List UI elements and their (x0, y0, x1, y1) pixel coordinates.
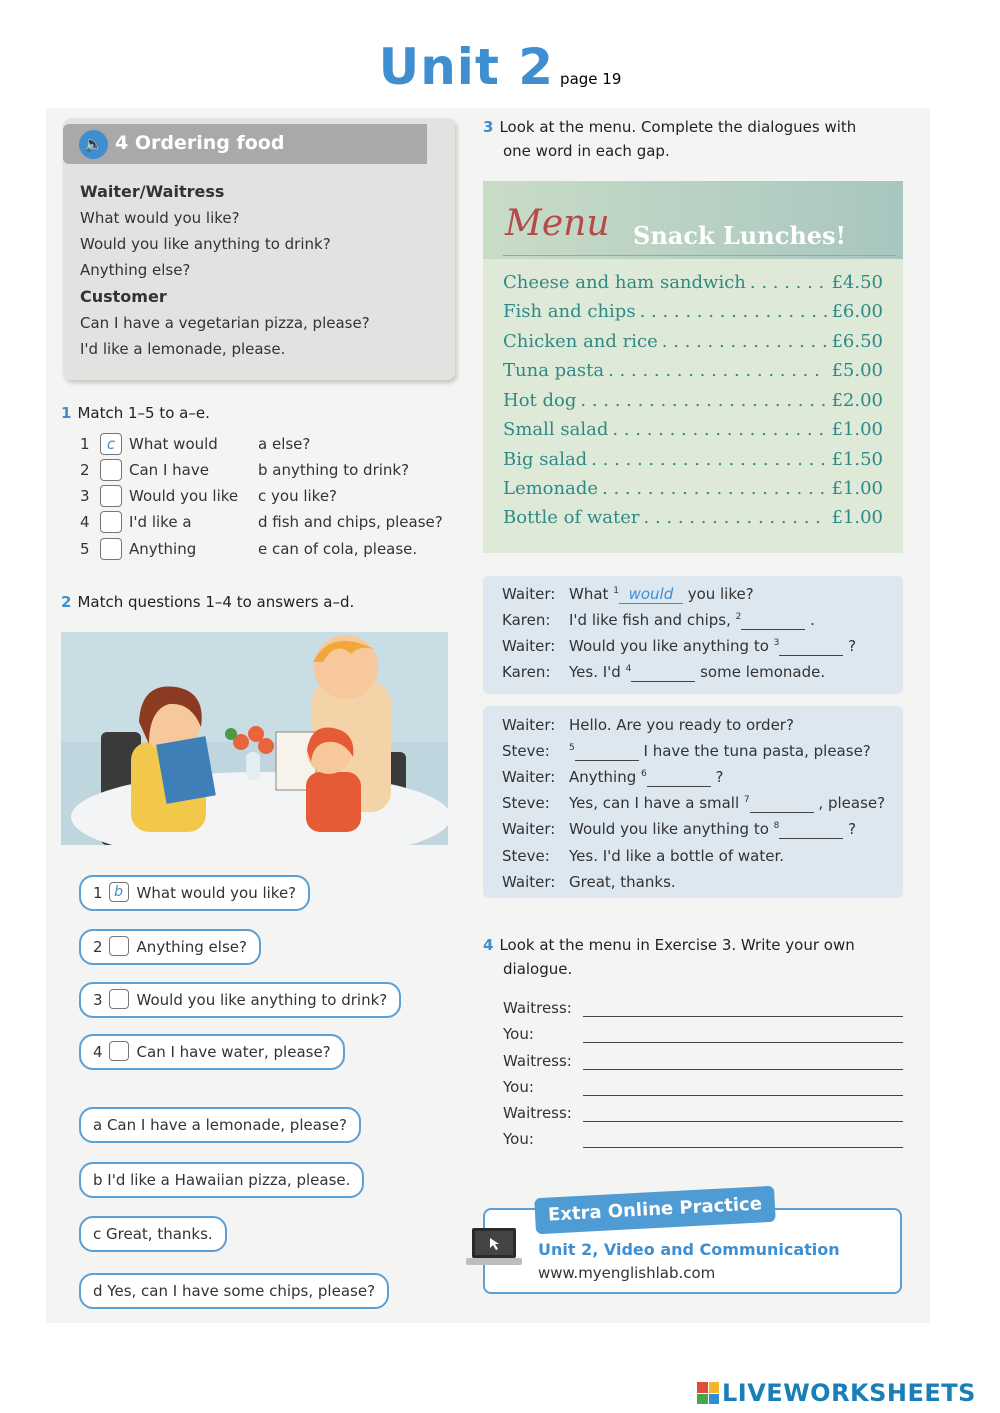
menu-item (503, 390, 883, 414)
row-number: 5 (80, 540, 90, 558)
menu-item (503, 419, 883, 443)
item-name: Lemonade (503, 478, 599, 499)
waiter-line: Anything else? (80, 261, 191, 279)
row-start: Anything (129, 540, 197, 558)
item-price: £5.00 (831, 360, 883, 381)
line-text: Yes. I'd (569, 663, 626, 681)
question-number: 4 (93, 1043, 103, 1061)
gap-field[interactable] (779, 637, 843, 656)
write-speaker: Waitress: (503, 1104, 572, 1122)
line-text: I'd like fish and chips, (569, 611, 736, 629)
item-name: Fish and chips (503, 301, 636, 322)
dialogue-line (502, 742, 871, 761)
item-price: £4.50 (831, 272, 883, 293)
ex4-heading (483, 936, 855, 954)
dialogue-line (502, 716, 794, 734)
ex1-title: Match 1–5 to a–e. (77, 404, 210, 422)
item-name: Small salad (503, 419, 609, 440)
write-line[interactable] (583, 1095, 903, 1096)
ordering-food-header (63, 124, 427, 164)
question-number: 3 (93, 991, 103, 1009)
ex2-title: Match questions 1–4 to answers a–d. (77, 593, 355, 611)
speaker: Waiter: (502, 716, 556, 734)
item-price: £6.50 (831, 331, 883, 352)
line-text: Yes. I'd like a bottle of water. (569, 847, 785, 865)
speaker: Waiter: (502, 873, 556, 891)
gap-number: 6 (641, 769, 647, 779)
extra-practice-url[interactable]: www.myenglishlab.com (538, 1264, 716, 1282)
gap-number: 4 (625, 664, 632, 674)
item-name: Hot dog (503, 390, 577, 411)
ex4-number: 4 (483, 936, 494, 954)
write-line[interactable] (583, 1121, 903, 1122)
waiter-line: What would you like? (80, 209, 240, 227)
line-text: Yes, can I have a small (569, 794, 744, 812)
row-ending: a else? (258, 435, 311, 453)
answer-box[interactable]: c (100, 433, 122, 455)
ex1-row (80, 459, 460, 481)
row-number: 1 (80, 435, 90, 453)
line-text: ? (843, 637, 857, 655)
dialogue-line (502, 794, 885, 813)
speaker: Steve: (502, 742, 550, 760)
row-ending: e can of cola, please. (258, 540, 418, 558)
line-text: , please? (813, 794, 886, 812)
liveworksheets-logo (697, 1380, 976, 1406)
menu-item (503, 272, 883, 296)
row-start: What would (129, 435, 218, 453)
answer-box[interactable] (109, 936, 129, 956)
write-speaker: You: (503, 1025, 534, 1043)
answer-bubble: a Can I have a lemonade, please? (79, 1107, 361, 1143)
ex3-title: Look at the menu. Complete the dialogues with (499, 118, 857, 136)
dialogue-line (502, 768, 723, 787)
speaker: Waiter: (502, 820, 556, 838)
speaker: Steve: (502, 794, 550, 812)
line-text: Would you like anything to (569, 637, 774, 655)
customer-line: I'd like a lemonade, please. (80, 340, 286, 358)
answer-bubble: b I'd like a Hawaiian pizza, please. (79, 1162, 364, 1198)
unit-title: Unit 2 (378, 38, 555, 96)
item-name: Cheese and ham sandwich (503, 272, 746, 293)
line-text: Great, thanks. (569, 873, 676, 891)
gap-field[interactable] (741, 611, 805, 630)
question-bubble (79, 929, 261, 965)
question-bubble (79, 875, 310, 911)
ex2-heading (61, 593, 354, 611)
item-price: £1.00 (831, 507, 883, 528)
dialogue-line (502, 585, 754, 604)
gap-number: 3 (773, 638, 780, 648)
row-number: 2 (80, 461, 90, 479)
line-text: some lemonade. (695, 663, 826, 681)
gap-number: 7 (743, 795, 750, 805)
gap-field[interactable] (779, 820, 843, 839)
gap-number: 2 (735, 612, 742, 622)
waiter-heading: Waiter/Waitress (80, 182, 225, 201)
page-header (0, 38, 1000, 96)
write-speaker: You: (503, 1130, 534, 1148)
ex1-row (80, 538, 460, 560)
item-name: Tuna pasta (503, 360, 605, 381)
menu-header (483, 181, 903, 259)
answer-box[interactable] (109, 989, 129, 1009)
dialogue-line (502, 820, 856, 839)
laptop-icon (466, 1226, 522, 1268)
logo-icon (697, 1382, 719, 1404)
line-text: . (805, 611, 815, 629)
brand-text: LIVEWORKSHEETS (722, 1379, 976, 1407)
dialogue-line (502, 873, 676, 891)
row-ending: b anything to drink? (258, 461, 410, 479)
line-text: I have the tuna pasta, please? (638, 742, 871, 760)
line-text: ? (843, 820, 857, 838)
row-start: I'd like a (129, 513, 192, 531)
gap-field[interactable]: would (619, 585, 683, 604)
ex1-number: 1 (61, 404, 72, 422)
menu-item (503, 478, 883, 502)
waiter-line: Would you like anything to drink? (80, 235, 331, 253)
write-line[interactable] (583, 1069, 903, 1070)
answer-box[interactable]: b (109, 882, 129, 902)
write-speaker: Waitress: (503, 999, 572, 1017)
line-text: Anything (569, 768, 641, 786)
menu-item (503, 449, 883, 473)
gap-field[interactable] (631, 663, 695, 682)
speaker: Waiter: (502, 585, 556, 603)
dialogue-line (502, 847, 784, 865)
speaker: Karen: (502, 611, 551, 629)
line-text: ? (710, 768, 724, 786)
item-price: £1.00 (831, 478, 883, 499)
item-name: Big salad (503, 449, 588, 470)
item-price: £6.00 (831, 301, 883, 322)
ex3-title-line2: one word in each gap. (503, 142, 670, 160)
question-text: Would you like anything to drink? (136, 991, 388, 1009)
item-price: £2.00 (831, 390, 883, 411)
ex4-title: Look at the menu in Exercise 3. Write your own (499, 936, 855, 954)
question-text: What would you like? (136, 884, 297, 902)
answer-bubble: d Yes, can I have some chips, please? (79, 1273, 389, 1309)
gap-number: 5 (569, 743, 575, 753)
question-text: Anything else? (136, 938, 247, 956)
customer-heading: Customer (80, 287, 167, 306)
speaker: Waiter: (502, 768, 556, 786)
question-bubble (79, 982, 401, 1018)
customer-line: Can I have a vegetarian pizza, please? (80, 314, 370, 332)
ex1-row (80, 485, 460, 507)
speaker: Steve: (502, 847, 550, 865)
menu-subtitle: Snack Lunches! (633, 221, 847, 250)
question-number: 2 (93, 938, 103, 956)
dialogue-line (502, 611, 815, 630)
menu-item (503, 360, 883, 384)
extra-practice-title: Unit 2, Video and Communication (538, 1240, 840, 1259)
write-line[interactable] (583, 1042, 903, 1043)
row-number: 4 (80, 513, 90, 531)
answer-box[interactable] (100, 485, 122, 507)
menu-divider (503, 255, 896, 256)
question-text: Can I have water, please? (136, 1043, 331, 1061)
row-ending: d fish and chips, please? (258, 513, 443, 531)
item-name: Bottle of water (503, 507, 640, 528)
ex2-number: 2 (61, 593, 72, 611)
row-start: Would you like (129, 487, 239, 505)
gap-field[interactable] (750, 794, 814, 813)
write-line[interactable] (583, 1016, 903, 1017)
answer-box[interactable] (100, 538, 122, 560)
item-price: £1.00 (831, 419, 883, 440)
write-line[interactable] (583, 1147, 903, 1148)
line-text: Would you like anything to (569, 820, 774, 838)
line-text: you like? (682, 585, 754, 603)
ex3-number: 3 (483, 118, 494, 136)
ordering-food-title: 4 Ordering food (115, 132, 285, 154)
gap-number: 8 (773, 821, 780, 831)
gap-number: 1 (613, 586, 619, 596)
ex1-row (80, 433, 460, 455)
answer-bubble: c Great, thanks. (79, 1216, 227, 1252)
gap-field[interactable] (575, 742, 639, 761)
question-number: 1 (93, 884, 103, 902)
answer-box[interactable] (100, 459, 122, 481)
speaker: Karen: (502, 663, 551, 681)
ex1-row (80, 511, 460, 533)
item-price: £1.50 (831, 449, 883, 470)
ex3-heading (483, 118, 856, 136)
write-speaker: You: (503, 1078, 534, 1096)
extra-practice-tab: Extra Online Practice (534, 1186, 776, 1235)
item-name: Chicken and rice (503, 331, 658, 352)
ex1-heading (61, 404, 210, 422)
answer-box[interactable] (100, 511, 122, 533)
row-number: 3 (80, 487, 90, 505)
speaker-icon[interactable]: 🔈 (79, 130, 108, 159)
answer-box[interactable] (109, 1041, 129, 1061)
gap-field[interactable] (647, 768, 711, 787)
dialogue-line (502, 637, 856, 656)
question-bubble (79, 1034, 345, 1070)
speaker: Waiter: (502, 637, 556, 655)
restaurant-illustration (61, 632, 448, 845)
menu-item (503, 301, 883, 325)
line-text: Hello. Are you ready to order? (569, 716, 794, 734)
row-start: Can I have (129, 461, 209, 479)
write-speaker: Waitress: (503, 1052, 572, 1070)
row-ending: c you like? (258, 487, 338, 505)
page-number: page 19 (560, 70, 622, 88)
menu-item (503, 507, 883, 531)
dialogue-line (502, 663, 825, 682)
menu-title: Menu (505, 203, 610, 244)
line-text: What (569, 585, 614, 603)
ex4-title-line2: dialogue. (503, 960, 573, 978)
menu-item (503, 331, 883, 355)
